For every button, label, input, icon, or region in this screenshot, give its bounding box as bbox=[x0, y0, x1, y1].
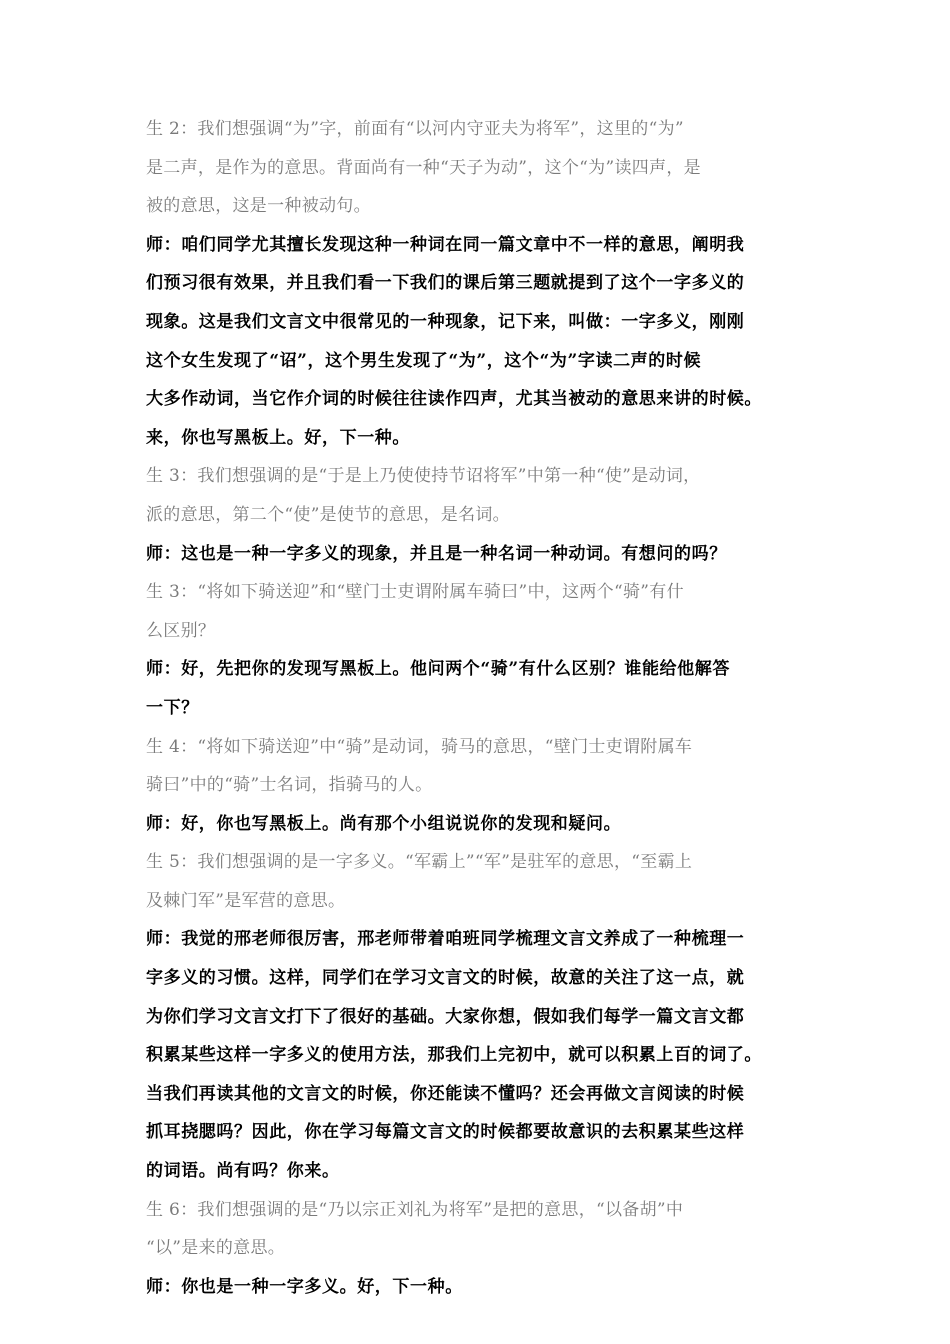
teacher-line: 为你们学习文言文打下了很好的基础。大家你想，假如我们每学一篇文言文都 bbox=[146, 1006, 745, 1027]
teacher-line: 积累某些这样一字多义的使用方法，那我们上完初中，就可以积累上百的词了。 bbox=[146, 1045, 762, 1066]
teacher-line: 们预习很有效果，并且我们看一下我们的课后第三题就提到了这个一字多义的 bbox=[146, 273, 745, 294]
student-line: 派的意思，第二个“使”是使节的意思，是名词。 bbox=[146, 504, 510, 525]
teacher-line: 现象。这是我们文言文中很常见的一种现象，记下来，叫做：一字多义，刚刚 bbox=[146, 311, 745, 332]
teacher-line: 这个女生发现了“诏”，这个男生发现了“为”，这个“为”字读二声的时候 bbox=[146, 350, 702, 371]
teacher-line: 当我们再读其他的文言文的时候，你还能读不懂吗？还会再做文言阅读的时候 bbox=[146, 1083, 745, 1104]
teacher-line: 师：我觉的邢老师很厉害，邢老师带着咱班同学梳理文言文养成了一种梳理一 bbox=[146, 929, 745, 950]
student-line: 生 2：我们想强调“为”字，前面有“以河内守亚夫为将军”，这里的“为” bbox=[146, 119, 684, 139]
teacher-line: 师：这也是一种一字多义的现象，并且是一种名词一种动词。有想问的吗？ bbox=[146, 543, 727, 564]
teacher-line: 师：好，先把你的发现写黑板上。他问两个“骑”有什么区别？谁能给他解答 bbox=[146, 659, 730, 680]
document-page bbox=[146, 110, 826, 1306]
teacher-line: 师：好，你也写黑板上。尚有那个小组说说你的发现和疑问。 bbox=[146, 813, 622, 834]
student-line: 被的意思，这是一种被动句。 bbox=[146, 196, 371, 217]
student-line: 生 3：我们想强调的是“于是上乃使使持节诏将军”中第一种“使”是动词， bbox=[146, 466, 701, 487]
student-line: 骑曰”中的“骑”士名词，指骑马的人。 bbox=[146, 775, 433, 796]
student-line: 生 4：“将如下骑送迎”中“骑”是动词，骑马的意思，“壁门士吏谓附属车 bbox=[146, 736, 693, 757]
teacher-line: 师：咱们同学尤其擅长发现这种一种词在同一篇文章中不一样的意思，阐明我 bbox=[146, 234, 745, 255]
student-line: 生 6：我们想强调的是“乃以宗正刘礼为将军”是把的意思，“以备胡”中 bbox=[146, 1199, 684, 1220]
student-line: “以”是来的意思。 bbox=[146, 1238, 286, 1259]
teacher-line: 来，你也写黑板上。好，下一种。 bbox=[146, 427, 410, 448]
teacher-line: 师：你也是一种一字多义。好，下一种。 bbox=[146, 1276, 463, 1297]
teacher-line: 一下？ bbox=[146, 697, 199, 718]
student-line: 是二声，是作为的意思。背面尚有一种“天子为动”，这个“为”读四声，是 bbox=[146, 157, 701, 178]
student-line: 生 3：“将如下骑送迎”和“壁门士吏谓附属车骑曰”中，这两个“骑”有什 bbox=[146, 582, 684, 603]
student-line: 么区别？ bbox=[146, 620, 216, 641]
student-line: 及棘门军”是军营的意思。 bbox=[146, 890, 346, 911]
student-line: 生 5：我们想强调的是一字多义。“军霸上”“军”是驻军的意思，“至霸上 bbox=[146, 852, 693, 873]
teacher-line: 的词语。尚有吗？你来。 bbox=[146, 1161, 340, 1182]
teacher-line: 字多义的习惯。这样，同学们在学习文言文的时候，故意的关注了这一点，就 bbox=[146, 968, 745, 989]
teacher-line: 大多作动词，当它作介词的时候往往读作四声，尤其当被动的意思来讲的时候。 bbox=[146, 389, 762, 410]
teacher-line: 抓耳挠腮吗？因此，你在学习每篇文言文的时候都要故意识的去积累某些这样 bbox=[146, 1122, 745, 1143]
